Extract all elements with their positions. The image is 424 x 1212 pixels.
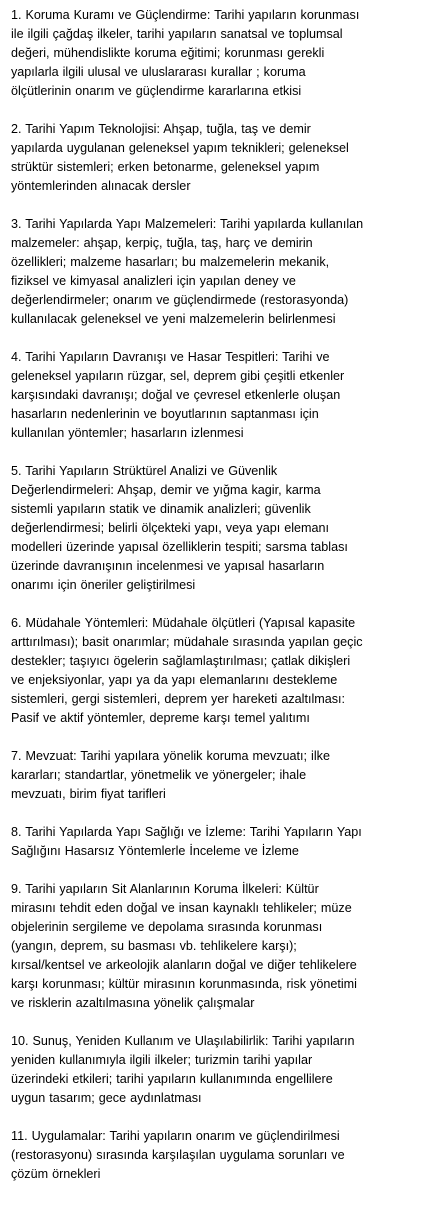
topic-7: 7. Mevzuat: Tarihi yapılara yönelik koruma mevzuatı; ilke kararları; standartlar, yönetmelik ve yönergeler; ihale mevzuatı, birim fiyat tarifleri	[11, 749, 330, 801]
topic-9: 9. Tarihi yapıların Sit Alanlarının Koruma İlkeleri: Kültür mirasını tehdit eden doğal ve insan kaynaklı tehlikeler; müze objelerinin sergileme ve depolama sırasında korunması (yangın, deprem, su basması vb. tehlikelere karşı); kırsal/kentsel ve arkeolojik alanların doğal ve diğer tehlikelere karşı korunması; kültür mirasının korunmasında, risk yönetimi ve risklerin azaltılmasına yönelik çalışmalar	[11, 882, 357, 1010]
topic-2: 2. Tarihi Yapım Teknolojisi: Ahşap, tuğla, taş ve demir yapılarda uygulanan geleneksel yapım teknikleri; geleneksel strüktür sistemleri; erken betonarme, geleneksel yapım yöntemlerinden alınacak dersler	[11, 122, 349, 193]
topic-1: 1. Koruma Kuramı ve Güçlendirme: Tarihi yapıların korunması ile ilgili çağdaş ilkeler, tarihi yapıların sanatsal ve toplumsal değeri, mühendislikte koruma eğitimi; korunması gerekli yapılarla ilgili ulusal ve uluslararası kurallar ; koruma ölçütlerinin onarım ve güçlendirme kararlarına etkisi	[11, 8, 360, 98]
topic-11: 11. Uygulamalar: Tarihi yapıların onarım ve güçlendirilmesi (restorasyonu) sırasında karşılaşılan uygulama sorunları ve çözüm örnekleri	[11, 1129, 345, 1181]
topic-4: 4. Tarihi Yapıların Davranışı ve Hasar Tespitleri: Tarihi ve geleneksel yapıların rüzgar, sel, deprem gibi çeşitli etkenler karşısındaki davranışı; doğal ve çevresel etkenlerle oluşan hasarların nedenlerinin ve boyutlarının saptanması için kullanılan yöntemler; hasarların izlenmesi	[11, 350, 345, 440]
topic-8: 8. Tarihi Yapılarda Yapı Sağlığı ve İzleme: Tarihi Yapıların Yapı Sağlığını Hasarsız Yöntemlerle İnceleme ve İzleme	[11, 825, 362, 858]
topic-5: 5. Tarihi Yapıların Strüktürel Analizi ve Güvenlik Değerlendirmeleri: Ahşap, demir ve yığma kagir, karma sistemli yapıların statik ve dinamik analizleri; güvenlik değerlendirmesi; belirli ölçekteki yapı, veya yapı elemanı modelleri üzerinde yapısal özelliklerin tespiti; sarsma tablası üzerinde davranışının incelenmesi ve yapısal hasarların onarımı için öneriler geliştirilmesi	[11, 464, 348, 592]
topic-10: 10. Sunuş, Yeniden Kullanım ve Ulaşılabilirlik: Tarihi yapıların yeniden kullanımıyla ilgili ilkeler; turizmin tarihi yapılar üzerindeki etkileri; tarihi yapıların kullanımında engellilere uygun tasarım; gece aydınlatması	[11, 1034, 355, 1105]
topic-3: 3. Tarihi Yapılarda Yapı Malzemeleri: Tarihi yapılarda kullanılan malzemeler: ahşap, kerpiç, tuğla, taş, harç ve demirin özellikleri; malzeme hasarları; bu malzemelerin mekanik, fiziksel ve kimyasal analizleri için yapılan deney ve değerlendirmeler; onarım ve güçlendirmede (restorasyonda) kullanılacak geleneksel ve yeni malzemelerin belirlenmesi	[11, 217, 364, 326]
topic-list	[11, 6, 419, 1203]
topic-6: 6. Müdahale Yöntemleri: Müdahale ölçütleri (Yapısal kapasite arttırılması); basit onarımlar; müdahale sırasında yapılan geçic destekler; taşıyıcı ögelerin sağlamlaştırılması; çatlak dikişleri ve enjeksiyonlar, yapı ya da yapı elemanlarını destekleme sistemleri, gergi sistemleri, deprem yer hareketi azaltılması: Pasif ve aktif yöntemler, depreme karşı temel yalıtımı	[11, 616, 363, 725]
